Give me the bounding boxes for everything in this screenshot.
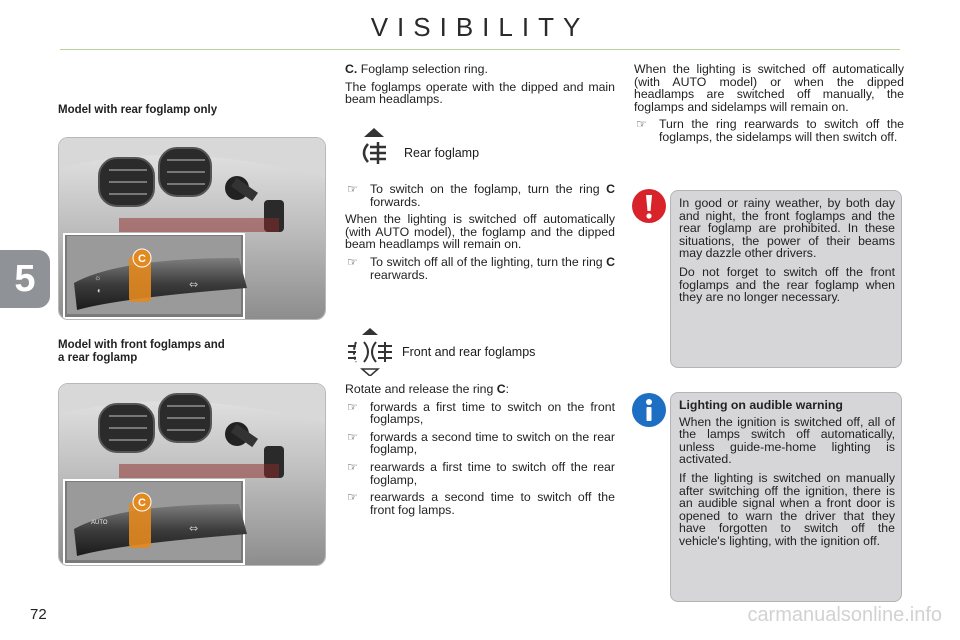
svg-text:⇔: ⇔ [189, 522, 199, 535]
pointing-hand-icon: ☞ [347, 429, 358, 444]
pointing-hand-icon: ☞ [347, 399, 358, 414]
warning-callout [670, 190, 902, 368]
chapter-tab: 5 [0, 250, 50, 308]
middle-top-text: C. Foglamp selection ring. The foglamps operate with the dipped and main beam headlamps. [345, 62, 615, 107]
pointing-hand-icon: ☞ [347, 490, 358, 505]
subhead-rear-only: Model with rear foglamp only [58, 104, 218, 116]
rear-foglamp-row: Rear foglamp [356, 128, 479, 178]
stalk-photo-front-and-rear [58, 383, 326, 566]
front-rear-foglamp-row: Front and rear foglamps [346, 328, 535, 376]
ring-c-label: C [138, 497, 146, 509]
list-item: ☞ rearwards a second time to switch off the front fog lamps. [347, 490, 615, 517]
warning-text-2: Do not forget to switch off the front foglamps and the rear foglamp when they are no longer necessary. [679, 264, 895, 305]
warning-badge [632, 189, 666, 223]
header-rule [60, 49, 900, 50]
info-callout [670, 392, 902, 602]
stalk-auto-mark: AUTO [91, 520, 108, 526]
front-rear-foglamp-icon [346, 328, 394, 376]
info-badge [632, 393, 666, 427]
stalk-photo-rear-only [58, 137, 326, 320]
info-title: Lighting on audible warning [679, 398, 843, 412]
operate-text: The foglamps operate with the dipped and main beam headlamps. [345, 79, 615, 107]
ring-c-label: C [138, 253, 146, 265]
pointing-hand-icon: ☞ [347, 254, 358, 269]
pointing-hand-icon: ☞ [347, 182, 358, 196]
list-item: ☞ forwards a first time to switch on the front foglamps, [347, 399, 615, 427]
info-icon [632, 393, 666, 427]
middle-rotate-instructions: Rotate and release the ring C: ☞ forwards a first time to switch on the front foglamps, ☞ forwards a second time to switch on the rear foglamp, ☞ rearwards a first time to switch off the rear foglamp, ☞ rearwards a second time to switch off the front fog lamps. [345, 382, 615, 517]
exclamation-icon [632, 189, 666, 223]
list-item: ☞ forwards a second time to switch on the rear foglamp, [347, 429, 615, 457]
pointing-hand-icon: ☞ [347, 459, 358, 474]
middle-rear-instructions: ☞ To switch on the foglamp, turn the ring C forwards. When the lighting is switched off automatically (with AUTO model), the foglamp and the dipped beam headlamps will remain on. ☞ To switch off all of the lighting, turn the ring C rearwards. [345, 182, 615, 282]
warning-text-1: In good or rainy weather, by both day and night, the front foglamps and the rear foglamp are prohibited. In these situations, the power of their beams may dazzle other drivers. [679, 196, 895, 261]
page-title: VISIBILITY [370, 12, 590, 42]
svg-text:⇔: ⇔ [189, 278, 199, 291]
right-top-text: When the lighting is switched off automatically (with AUTO model) or when the dipped headlamps are switched off manually, the foglamps and sidelamps will remain on. ☞ Turn the ring rearwards to switch off the foglamps, the sidelamps will then switch off. [634, 62, 904, 144]
info-text-2: If the lighting is switched on manually after switching off the ignition, there is an audible signal when a front door is opened to warn the driver that they have forgotten to switch off the vehicle's lighting, with the ignition off. [679, 470, 895, 548]
svg-text:◐: ◐ [97, 286, 102, 295]
pointing-hand-icon: ☞ [636, 117, 647, 132]
svg-text:☼: ☼ [94, 273, 102, 282]
rear-foglamp-icon [356, 128, 392, 178]
info-text-1: When the ignition is switched off, all of the lamps switch off automatically, unless guide-me-home lighting is activated. [679, 414, 895, 467]
list-item: ☞ rearwards a first time to switch off the rear foglamp, [347, 459, 615, 487]
subhead-front-and-rear: Model with front foglamps and a rear foglamp [58, 339, 225, 364]
page-number: 72 [30, 606, 47, 623]
watermark: carmanualsonline.info [747, 604, 942, 626]
